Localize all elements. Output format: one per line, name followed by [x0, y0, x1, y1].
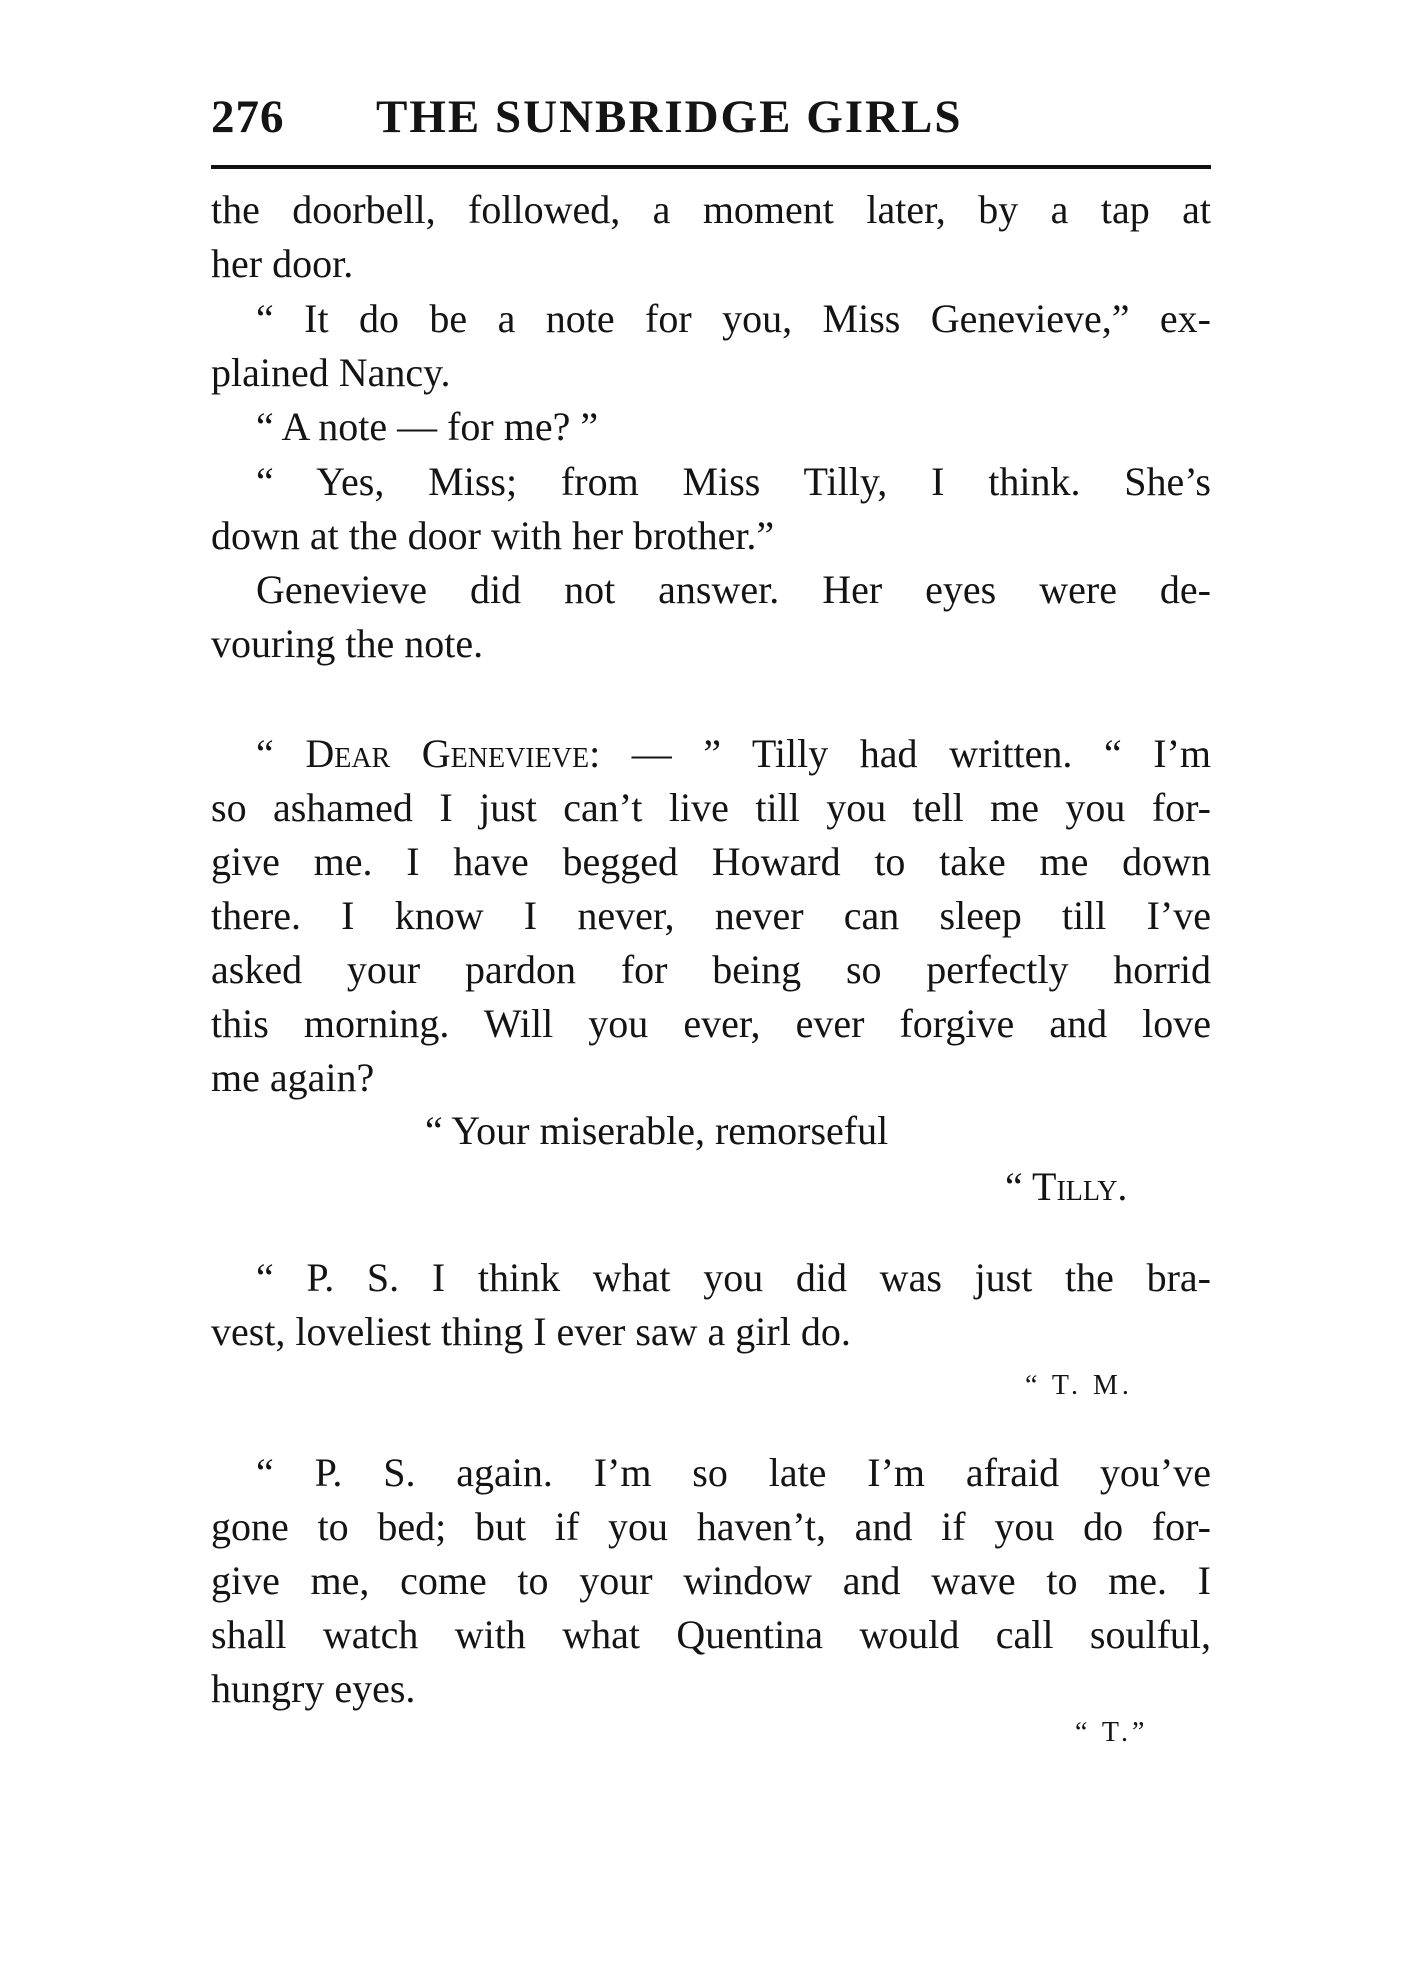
- text-line: vouring the note.: [211, 621, 484, 666]
- page-number: 276: [211, 91, 285, 143]
- text-line: “ It do be a note for you, Miss Genevieve,” ex-: [256, 296, 1211, 341]
- text-line: give me, come to your window and wave to me. I: [211, 1558, 1211, 1603]
- text-line: her door.: [211, 241, 354, 286]
- postscript-1-signature: “ T. M.: [1025, 1370, 1133, 1401]
- paragraph: [211, 400, 1211, 454]
- header-rule: [211, 165, 1211, 169]
- letter-body: [211, 727, 1211, 1105]
- salutation: Dear Genevieve: [305, 731, 590, 776]
- text-line: the doorbell, followed, a moment later, by a tap at: [211, 187, 1211, 232]
- text-line: so ashamed I just can’t live till you tell me you for-: [211, 785, 1211, 830]
- letter-closing: “ Your miserable, remorseful: [425, 1108, 889, 1153]
- text-line: asked your pardon for being so perfectly horrid: [211, 947, 1211, 992]
- text-line: “ Yes, Miss; from Miss Tilly, I think. She’s: [256, 459, 1211, 504]
- text-line: “ P. S. I think what you did was just the bra-: [256, 1255, 1211, 1300]
- text-line: gone to bed; but if you haven’t, and if you do for-: [211, 1504, 1211, 1549]
- running-title: THE SUNBRIDGE GIRLS: [376, 91, 963, 143]
- postscript-2: [211, 1446, 1211, 1716]
- text-line: “ P. S. again. I’m so late I’m afraid you’ve: [256, 1450, 1211, 1495]
- letter-salutation-line: [211, 727, 1211, 781]
- text-line: Genevieve did not answer. Her eyes were de-: [256, 567, 1211, 612]
- text-line: vest, loveliest thing I ever saw a girl do.: [211, 1309, 851, 1354]
- postscript-1: [211, 1251, 1211, 1359]
- paragraph: [211, 183, 1211, 291]
- letter-signature: “ Tilly.: [1005, 1164, 1128, 1209]
- paragraph: [211, 563, 1211, 671]
- paragraph: [211, 455, 1211, 563]
- postscript-2-signature: “ T.”: [1075, 1717, 1149, 1748]
- text-line: me again?: [211, 1055, 375, 1100]
- text-line: down at the door with her brother.”: [211, 513, 775, 558]
- text-line: hungry eyes.: [211, 1666, 416, 1711]
- text-line: give me. I have begged Howard to take me down: [211, 839, 1211, 884]
- text-line: there. I know I never, never can sleep till I’ve: [211, 893, 1211, 938]
- text-line: this morning. Will you ever, ever forgive and love: [211, 1001, 1211, 1046]
- page-header: [211, 90, 1211, 160]
- text-line: shall watch with what Quentina would call soulful,: [211, 1612, 1211, 1657]
- text-line: plained Nancy.: [211, 350, 451, 395]
- open-quote: “: [256, 731, 274, 776]
- text-line: “ A note — for me? ”: [256, 404, 599, 449]
- salutation-tail: : — ” Tilly had written. “ I’m: [589, 731, 1212, 776]
- paragraph: [211, 292, 1211, 400]
